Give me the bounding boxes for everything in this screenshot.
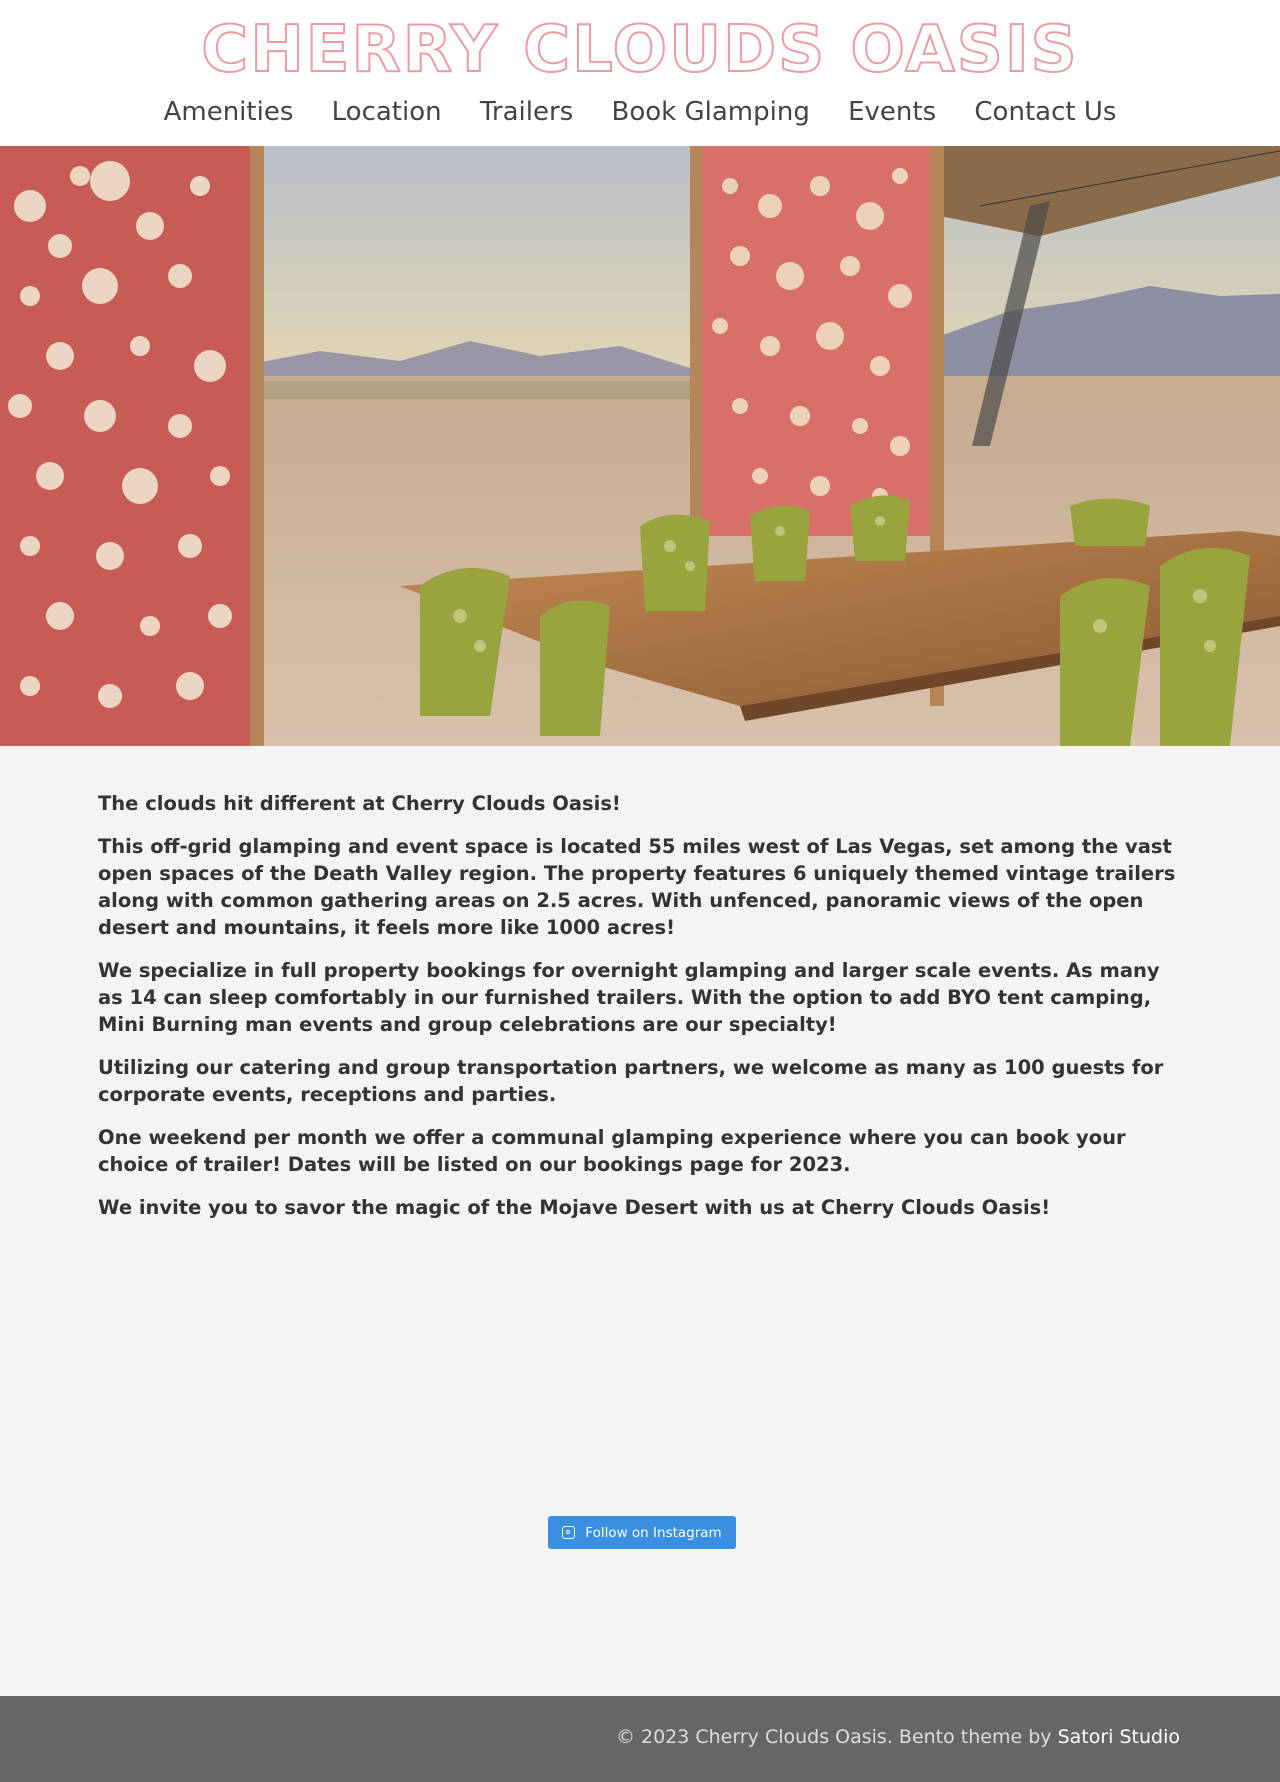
nav-book-glamping[interactable]: Book Glamping [611,97,810,127]
footer-credits [616,1726,1180,1748]
nav-contact-us[interactable]: Contact Us [974,97,1117,127]
intro-paragraph-communal: One weekend per month we offer a communal glamping experience where you can book your choice of trailer! Dates will be listed on our bookings page for 2023. [98,1126,1126,1176]
nav-amenities[interactable]: Amenities [163,97,294,127]
intro-paragraph-bookings: We specialize in full property bookings for overnight glamping and larger scale events. As many as 14 can sleep comfortably in our furnished trailers. With the option to add BYO tent camping, Mini Burning man events and group celebrations are our specialty! [98,959,1160,1036]
footer-copyright: © 2023 Cherry Clouds Oasis. Bento theme by [615,1726,1058,1748]
instagram-icon [562,1526,575,1539]
desert-patio-photo [0,146,1280,746]
follow-instagram-label: Follow on Instagram [585,1524,722,1541]
site-header [0,0,1280,146]
hero-image [0,146,1280,746]
intro-content [98,790,1188,1237]
instagram-feed [0,1516,1280,1549]
main-nav [0,92,1280,132]
intro-paragraph-events: Utilizing our catering and group transportation partners, we welcome as many as 100 guests for corporate events, receptions and parties. [98,1056,1164,1106]
nav-trailers[interactable]: Trailers [479,97,574,127]
intro-paragraph-location: This off-grid glamping and event space is located 55 miles west of Las Vegas, set among the vast open spaces of the Death Valley region. The property features 6 uniquely themed vintage trailers along with common gathering areas on 2.5 acres. With unfenced, panoramic views of the open desert and mountains, it feels more like 1000 acres! [98,835,1176,939]
site-footer [0,1696,1280,1782]
nav-events[interactable]: Events [848,97,937,127]
intro-heading: The clouds hit different at Cherry Clouds Oasis! [98,792,621,815]
nav-location[interactable]: Location [331,97,442,127]
follow-instagram-button[interactable] [548,1516,735,1549]
site-logo[interactable]: CHERRY CLOUDS OASIS [201,13,1079,87]
satori-studio-link[interactable]: Satori Studio [1057,1726,1180,1748]
intro-paragraph-invite: We invite you to savor the magic of the Mojave Desert with us at Cherry Clouds Oasis! [98,1196,1051,1219]
